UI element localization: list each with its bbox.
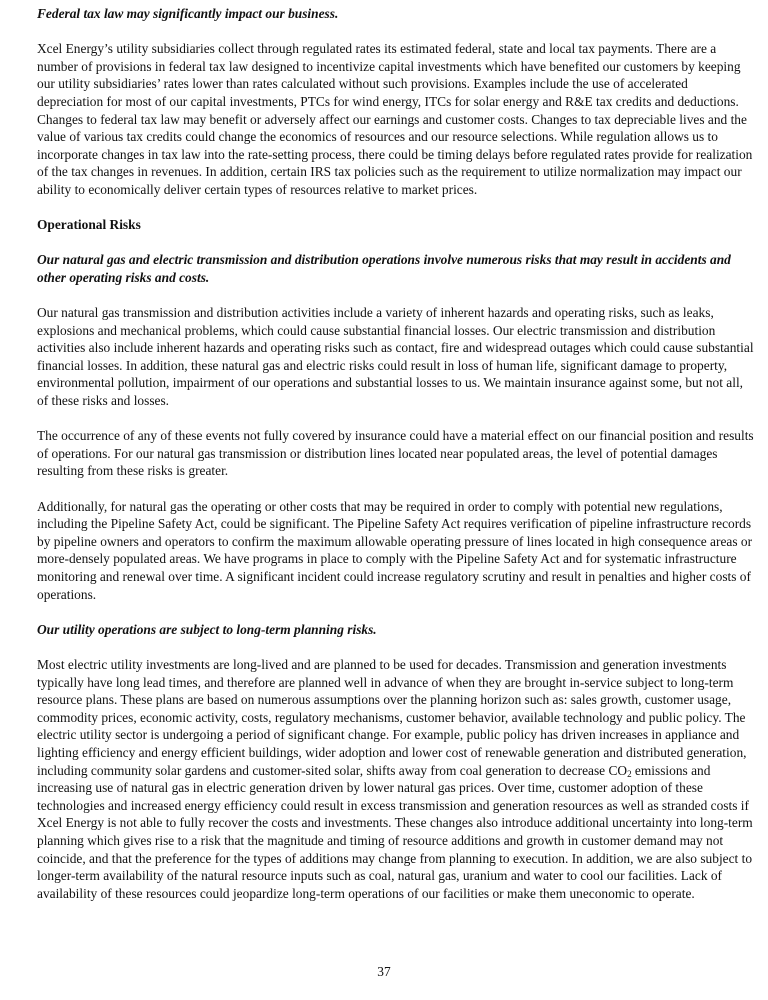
text-line: explosions and mechanical problems, which could cause substantial financial losses. Our electric transmission and distribution (37, 322, 716, 338)
paragraph (37, 427, 754, 480)
text-line: Xcel Energy is not able to fully recover the costs and investments. These changes also introduce additional uncertainty into long-term (37, 815, 753, 831)
text-line: by pipeline owners and operators to confirm the maximum allowable operating pressure of lines located in high consequence areas or (37, 533, 753, 549)
text-line: typically have long lead times, and therefore are planned well in advance of when they are brought in-service subject to long-term (37, 674, 734, 690)
text-line: monitoring and renewal over time. A significant incident could increase regulatory scrutiny and result in penalties and higher costs of (37, 569, 751, 584)
text-line: Our utility operations are subject to long-term planning risks. (37, 621, 377, 637)
text-line: Xcel Energy’s utility subsidiaries collect through regulated rates its estimated federal, state and local tax payments. There are a (37, 41, 717, 57)
text-line: technologies and increased energy efficiency could result in excess transmission and generation resources as well as stranded costs if (37, 797, 749, 813)
text-line: including the Pipeline Safety Act, could be significant. The Pipeline Safety Act requires verification of pipeline infrastructure records (37, 516, 752, 532)
text-line: electric utility sector is undergoing a period of significant change. For example, public policy has driven increases in appliance and (37, 727, 740, 743)
text-line: including community solar gardens and customer-sited solar, shifts away from coal generation to decrease $CO_2$ emissions and (37, 762, 711, 779)
text-line: coincide, and that the preference for the types of additions may change from planning to execution. In addition, we are also subject to (37, 850, 753, 866)
text-line: lighting efficiency and energy efficient buildings, wider adoption and lower cost of renewable generation and distributed generation, (37, 744, 747, 760)
text-line: of the tax changes in revenues. In addition, certain IRS tax policies such as the requirement to utilize normalization may impact our (37, 164, 742, 180)
text-line: depreciation for most of our capital investments, PTCs for wind energy, ITCs for solar energy and R&E tax credits and deductions. (37, 93, 739, 109)
paragraph-gap (37, 23, 737, 41)
text-line: operations. (37, 586, 97, 602)
paragraph-gap (37, 480, 737, 498)
text-line: activities also include inherent hazards and operating risks such as contact, fire and widespread outages which could cause substantial (37, 340, 754, 356)
text-line: resulting from these risks is greater. (37, 463, 229, 479)
text-line: planning which gives rise to a risk that the magnitude and timing of resource additions and growth in customer demand may not (37, 832, 724, 848)
section-heading (37, 251, 737, 286)
text-line: incorporate changes in tax law into the rate-setting process, there could be timing delays before regulated rates provide for realization (37, 146, 753, 162)
paragraph (37, 498, 753, 604)
text-line: Most electric utility investments are long-lived and are planned to be used for decades. Transmission and generation investments (37, 656, 727, 672)
paragraph-gap (37, 638, 737, 656)
text-line: Our natural gas and electric transmission and distribution operations involve numerous risks that may result in accidents and (37, 252, 731, 268)
text-line: financial losses. In addition, these natural gas and electric risks could result in loss of human life, significant damage to property, (37, 357, 728, 373)
paragraph (37, 304, 754, 410)
text-line: other operating risks and costs. (37, 269, 210, 285)
text-line: Changes to federal tax law may benefit or adversely affect our earnings and customer costs. Changes to tax depreciable lives and the (37, 111, 747, 127)
text-line: longer-term availability of the natural resource inputs such as coal, natural gas, uranium and water to cool our facilities. Lack of (37, 868, 723, 884)
page-number: 37 (377, 964, 391, 979)
text-line: environmental pollution, impairment of our operations and substantial losses to us. We maintain insurance against some, but not all, (37, 375, 744, 391)
document-page (37, 5, 754, 902)
paragraph (37, 656, 753, 902)
paragraph-gap (37, 603, 737, 621)
paragraph (37, 40, 753, 198)
text-line: Additionally, for natural gas the operating or other costs that may be required in order to comply with potential new regulations, (37, 498, 723, 514)
text-line: our utility subsidiaries’ rates lower than rates calculated without such provisions. Examples include the use of accelerated (37, 76, 688, 92)
text-line: of these risks and losses. (37, 393, 170, 409)
text-line: availability of these resources could jeopardize long-term operations of our facilities or make them uneconomic to operate. (37, 885, 695, 901)
paragraph-gap (37, 287, 737, 305)
paragraph-gap (37, 234, 737, 252)
text-line: The occurrence of any of these events not fully covered by insurance could have a material effect on our financial position and results (37, 428, 754, 444)
paragraph-gap (37, 410, 737, 428)
category-heading (37, 216, 737, 234)
text-line: increasing use of natural gas in electric generation driven by lower natural gas prices. Over time, customer adoption of these (37, 780, 703, 796)
text-line: of operations. For our natural gas transmission or distribution lines located near populated areas, the level of potential damages (37, 445, 718, 461)
text-line: Operational Risks (37, 217, 141, 233)
section-heading (37, 5, 737, 23)
paragraph-gap (37, 199, 737, 217)
text-line: number of provisions in federal tax law designed to incentivize capital investments which have benefited our customers by keeping (37, 58, 741, 74)
text-line: Our natural gas transmission and distribution activities include a variety of inherent hazards and operating risks, such as leaks, (37, 305, 714, 321)
text-line: commodity prices, economic activity, costs, regulatory mechanisms, customer behavior, available technology and public policy. The (37, 709, 746, 725)
text-line: more-densely populated areas. We have programs in place to comply with the Pipeline Safety Act and for systematic infrastructure (37, 551, 737, 567)
section-heading (37, 621, 737, 639)
text-line: ability to economically deliver certain types of resources relative to market prices. (37, 181, 478, 197)
text-line: value of various tax credits could change the economics of resources and our resource selections. While regulation allows us to (37, 129, 718, 145)
text-line: resource plans. These plans are based on numerous assumptions over the planning horizon such as: sales growth, customer usage, (37, 692, 732, 708)
text-line: Federal tax law may significantly impact our business. (37, 6, 339, 21)
